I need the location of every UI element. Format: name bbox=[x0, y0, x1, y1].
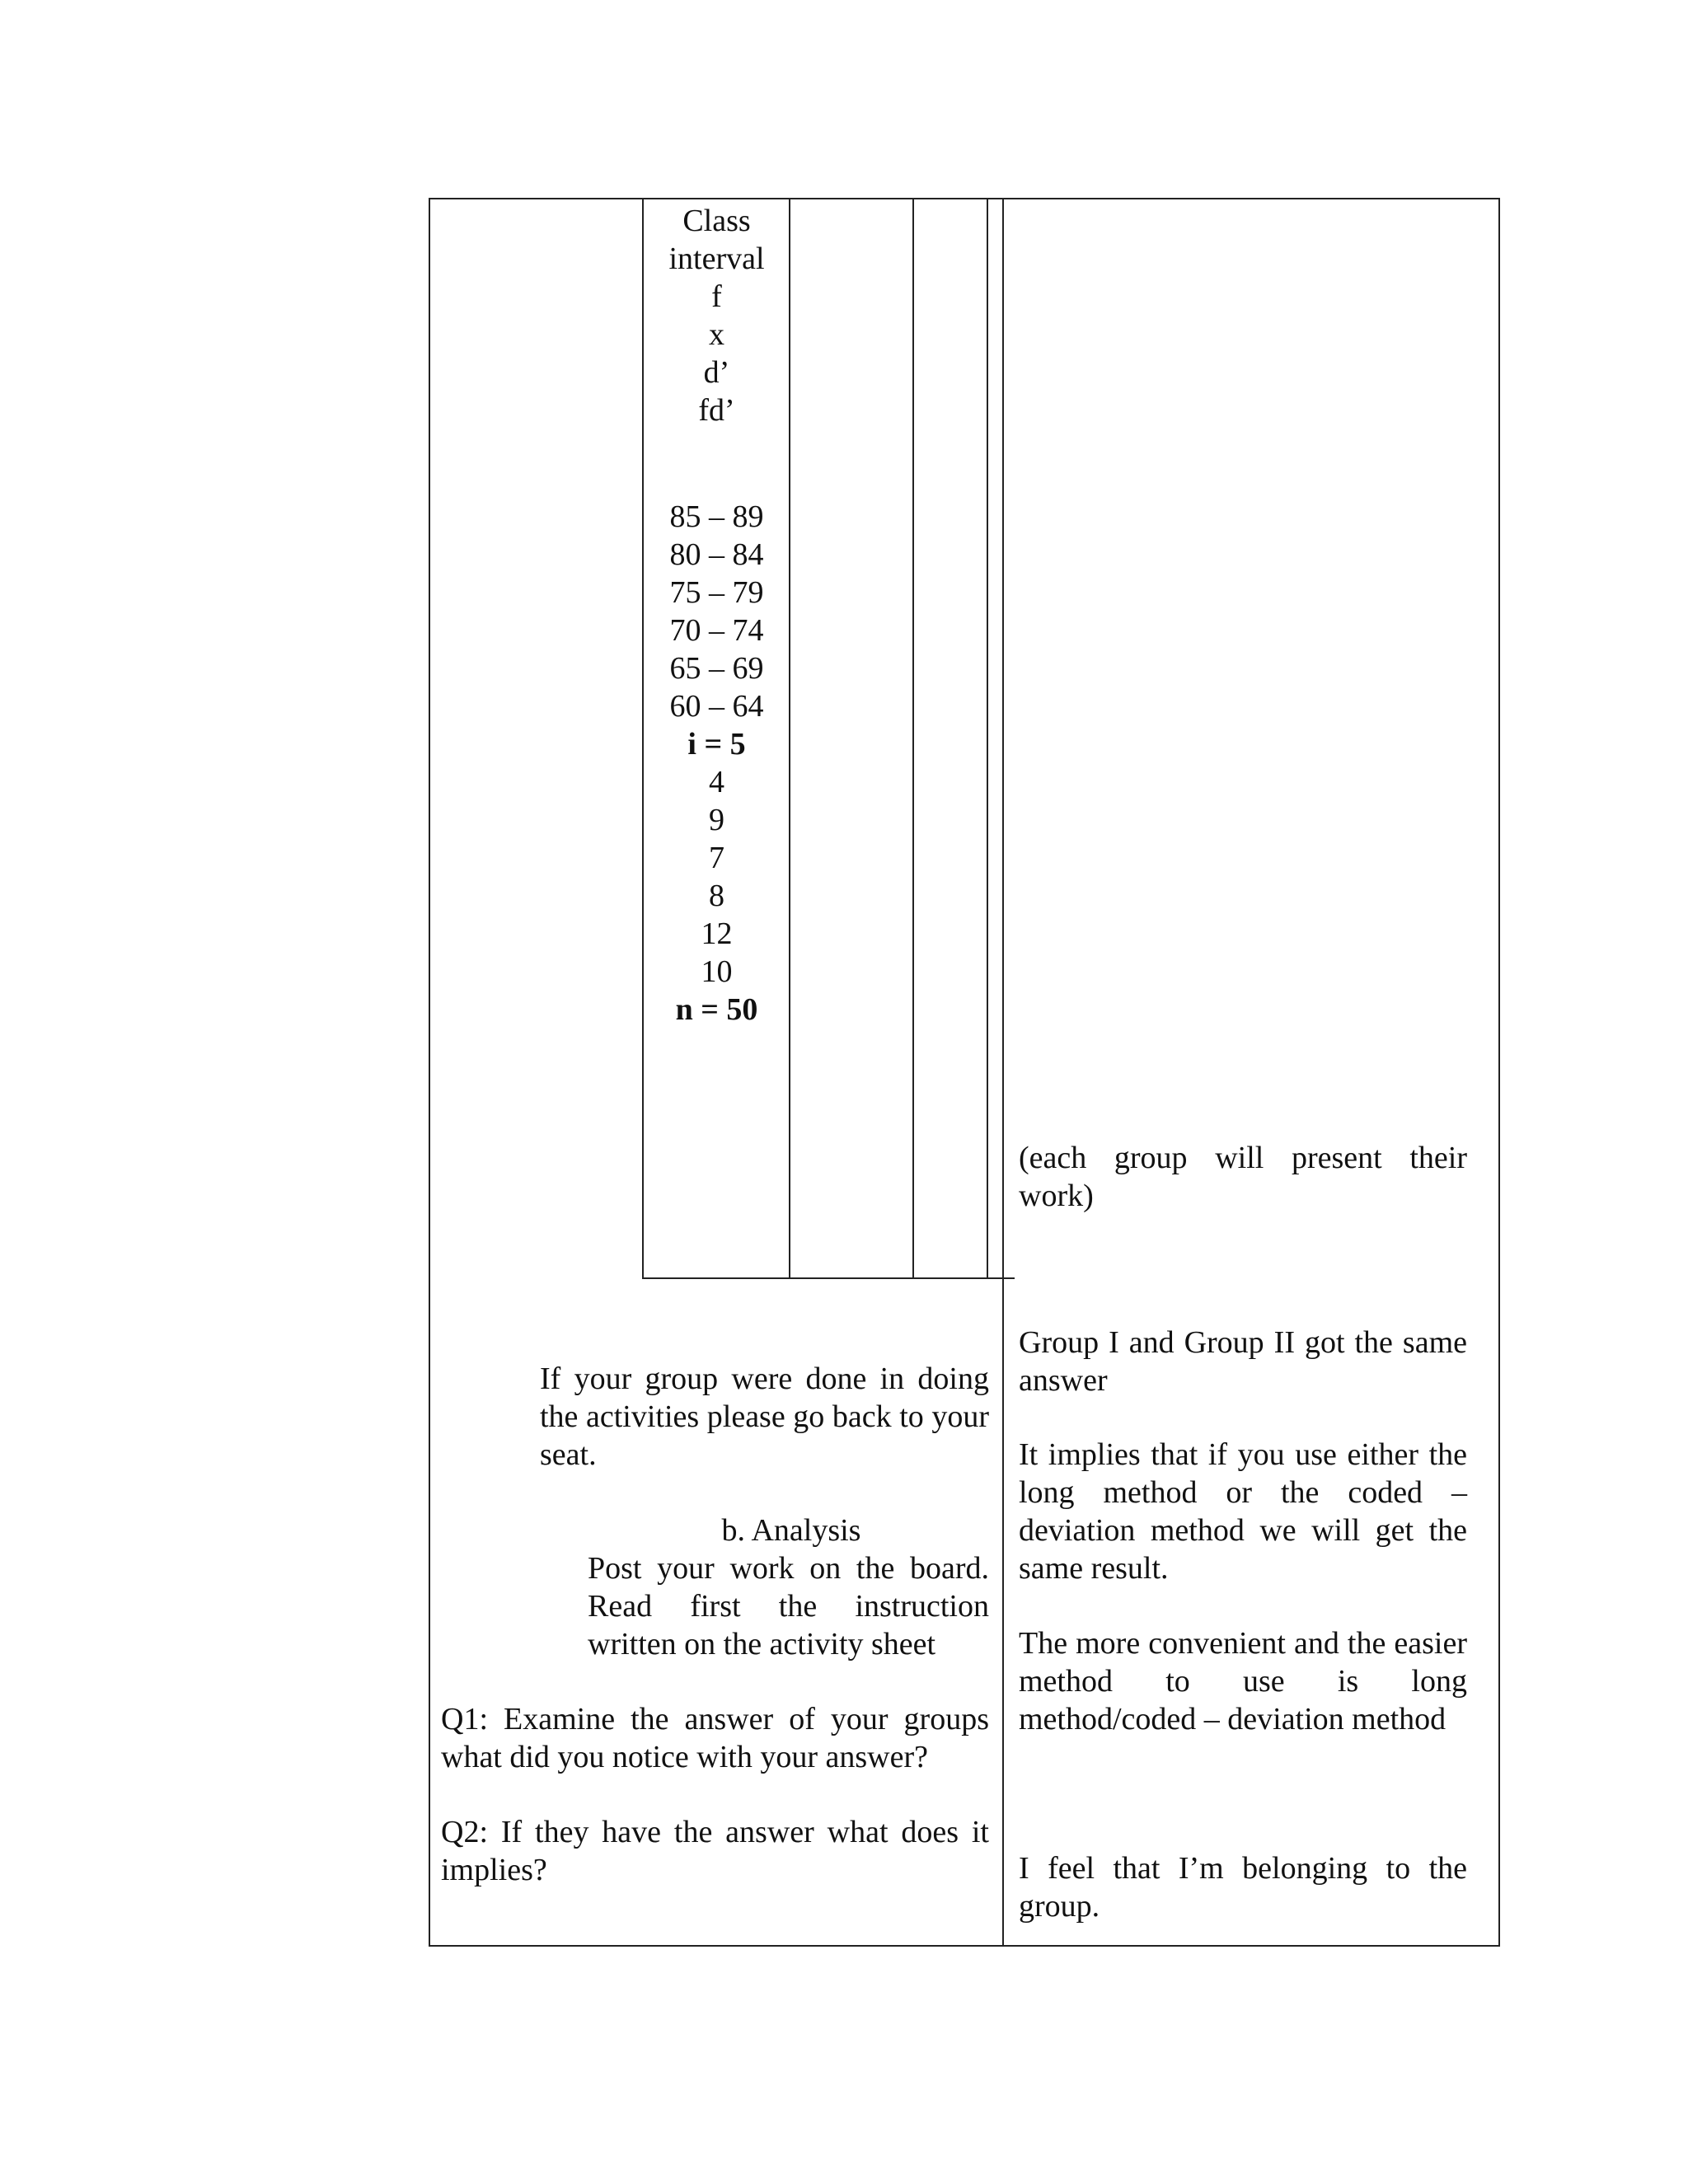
analysis-heading: b. Analysis bbox=[721, 1513, 861, 1548]
header-d: d’ bbox=[703, 355, 730, 390]
instruction-text: If your group were done in doing the activities please go back to your seat. bbox=[540, 1361, 989, 1472]
frequency-cell: 7 bbox=[709, 841, 724, 875]
frequency-cell: 4 bbox=[709, 765, 724, 799]
present-note: (each group will present their work) bbox=[1019, 1141, 1467, 1213]
class-interval-cell: 80 – 84 bbox=[669, 537, 764, 572]
class-interval-cell: 85 – 89 bbox=[669, 499, 764, 534]
class-interval-cell: 65 – 69 bbox=[669, 651, 764, 686]
frequency-cell: 9 bbox=[709, 803, 724, 837]
header-x: x bbox=[709, 317, 724, 352]
question-1: Q1: Examine the answer of your groups what did you notice with your answer? bbox=[441, 1702, 989, 1774]
frequency-cell: 12 bbox=[701, 916, 733, 951]
same-answer-response: Group I and Group II got the same answer bbox=[1019, 1325, 1467, 1398]
frequency-cell: 10 bbox=[701, 954, 733, 989]
total-n: n = 50 bbox=[675, 992, 758, 1027]
interval-width: i = 5 bbox=[687, 727, 746, 762]
table-col-divider-1 bbox=[789, 198, 790, 1279]
convenient-response: The more convenient and the easier method to use is long method/coded – deviation method bbox=[1019, 1626, 1467, 1736]
frequency-cell: 8 bbox=[709, 879, 724, 913]
class-interval-cell: 60 – 64 bbox=[669, 689, 764, 724]
belonging-response: I feel that I’m belonging to the group. bbox=[1019, 1851, 1467, 1924]
header-fd: fd’ bbox=[698, 393, 735, 428]
analysis-text: Post your work on the board. Read first the instruction written on the activity sheet bbox=[588, 1551, 989, 1661]
header-class: Class bbox=[682, 204, 751, 238]
table-col-divider-3 bbox=[987, 198, 988, 1279]
class-interval-cell: 75 – 79 bbox=[669, 575, 764, 610]
table-header bbox=[645, 202, 789, 429]
header-interval: interval bbox=[668, 241, 765, 276]
question-2: Q2: If they have the answer what does it implies? bbox=[441, 1815, 989, 1887]
table-col-divider-2 bbox=[912, 198, 914, 1279]
implies-response: It implies that if you use either the long method or the coded – deviation method we will get the same result. bbox=[1019, 1437, 1467, 1586]
header-f: f bbox=[711, 279, 722, 314]
table-values bbox=[645, 498, 789, 1029]
class-interval-cell: 70 – 74 bbox=[669, 613, 764, 648]
